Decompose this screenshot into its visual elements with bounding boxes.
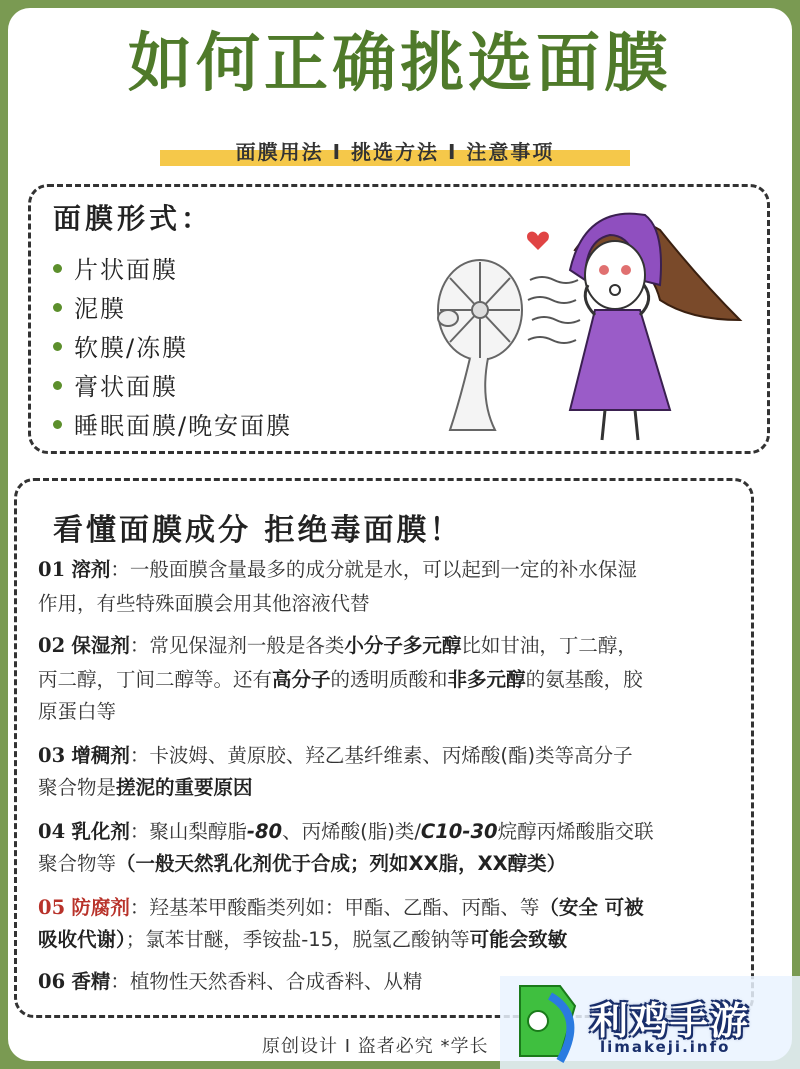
bullet-dot xyxy=(53,381,62,390)
ingredient-04-line2: 聚合物等（一般天然乳化剂优于合成；列如XX脂，XX醇类） xyxy=(38,852,567,875)
forms-heading: 面膜形式： xyxy=(53,202,214,235)
list-item: 片状面膜 xyxy=(53,251,292,290)
ingredient-05-line2: 吸收代谢）；氯苯甘醚，季铵盐-15，脱氢乙酸钠等可能会致敏 xyxy=(38,928,568,951)
list-item: 膏状面膜 xyxy=(53,368,292,407)
bullet-dot xyxy=(53,420,62,429)
girl-with-fan-illustration xyxy=(410,190,750,450)
ingredient-06-line1: 06 香精：植物性天然香料、合成香料、从精 xyxy=(38,970,423,993)
footer-credit: 原创设计 I 盗者必究 *学长 xyxy=(262,1036,489,1057)
ingredient-02-line2: 丙二醇，丁间二醇等。还有高分子的透明质酸和非多元醇的氨基酸，胶 xyxy=(38,668,643,691)
list-item: 软膜/冻膜 xyxy=(53,329,292,368)
page-title: 如何正确挑选面膜 xyxy=(128,26,672,101)
forms-list xyxy=(53,251,292,446)
list-item: 睡眠面膜/晚安面膜 xyxy=(53,407,292,446)
ingredient-03-line1: 03 增稠剂：卡波姆、黄原胶、羟乙基纤维素、丙烯酸(酯)类等高分子 xyxy=(38,744,633,767)
watermark-url: limakeji.info xyxy=(600,1038,731,1056)
ingredient-05-line1: 05 防腐剂：羟基苯甲酸酯类列如：甲酯、乙酯、丙酯、等（安全 可被 xyxy=(38,896,644,919)
subtitle-banner xyxy=(160,136,630,170)
subtitle-text: 面膜用法 I 挑选方法 I 注意事项 xyxy=(235,140,555,164)
list-item: 泥膜 xyxy=(53,290,292,329)
ingredient-03-line2: 聚合物是搓泥的重要原因 xyxy=(38,776,253,799)
ingredient-02-line1: 02 保湿剂：常见保湿剂一般是各类小分子多元醇比如甘油，丁二醇， xyxy=(38,634,637,657)
ingredient-01-line1: 01 溶剂：一般面膜含量最多的成分就是水，可以起到一定的补水保湿 xyxy=(38,558,637,581)
ingredient-02-line3: 原蛋白等 xyxy=(38,700,117,723)
bullet-dot xyxy=(53,342,62,351)
ingredient-01-line2: 作用，有些特殊面膜会用其他溶液代替 xyxy=(38,592,370,615)
watermark-text: 利鸡手游 xyxy=(590,999,751,1043)
bullet-dot xyxy=(53,303,62,312)
ingredients-heading: 看懂面膜成分 拒绝毒面膜！ xyxy=(53,513,463,548)
wind-lines xyxy=(528,277,580,343)
fan-icon xyxy=(438,260,522,430)
ingredient-04-line1: 04 乳化剂：聚山梨醇脂-80、丙烯酸(脂)类/C10-30烷醇丙烯酸脂交联 xyxy=(38,820,654,843)
heart-icon xyxy=(527,232,549,250)
bullet-dot xyxy=(53,264,62,273)
